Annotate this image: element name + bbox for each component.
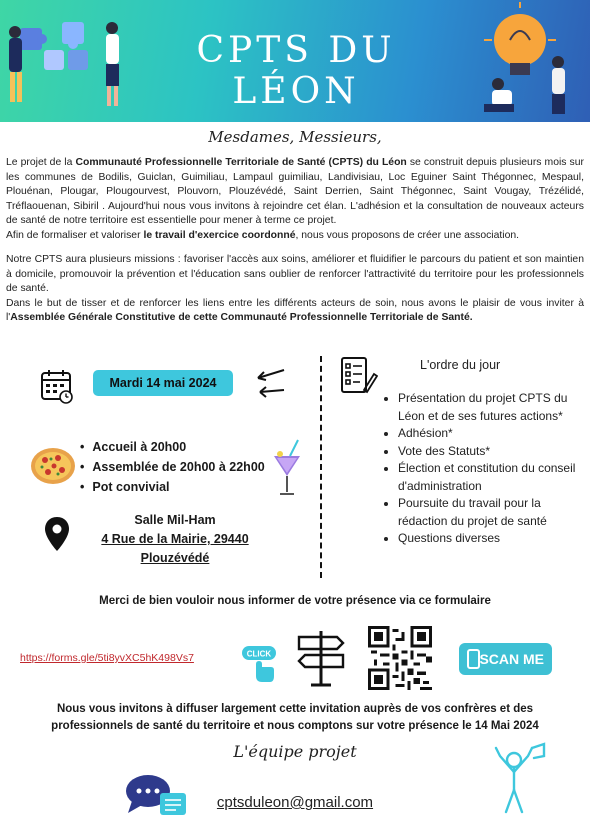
click-label: CLICK	[246, 649, 272, 659]
agenda-item: • Poursuite du travail pour la rédaction du projet de santé	[398, 495, 584, 530]
assembly-name: Assemblée Générale Constitutive de cette Communauté Professionnelle Territoriale de Santé.	[10, 312, 473, 323]
closing-text: Nous vous invitons à diffuser largement cette invitation auprès de vos confrères et des professionnels de santé du territoire et nous comptons sur votre présence le 14 Mai 2024	[51, 703, 539, 732]
pizza-icon	[30, 446, 76, 486]
form-link[interactable]: https://forms.gle/5ti8yvXC5hK498Vs7	[20, 652, 194, 664]
paragraph-invite: Dans le but de tisser et de renforcer les liens entre les différents acteurs de soin, nous avons le plaisir de vous inviter à l'Assemblée Générale Constitutive de cette Communauté Professionnelle Territoriale de Santé.	[6, 297, 584, 323]
venue-name: Salle Mil-Ham	[134, 513, 216, 527]
paragraph-association: Afin de formaliser et valoriser le travail d'exercice coordonné, nous vous proposons de créer une association.	[6, 229, 520, 241]
signature: L'équipe projet	[233, 742, 357, 761]
schedule-item: • Accueil à 20h00	[80, 437, 265, 457]
agenda-item: • Vote des Statuts*	[398, 443, 584, 461]
click-hand-icon[interactable]	[240, 644, 280, 686]
banner-title: CPTS DU LÉON	[196, 30, 396, 112]
agenda-item: • Élection et constitution du conseil d'administration	[398, 460, 584, 495]
agenda-item: • Adhésion*	[398, 425, 584, 443]
puzzle-team-illustration	[0, 0, 140, 122]
paragraph-missions: Notre CPTS aura plusieurs missions : favoriser l'accès aux soins, améliorer et fluidifier le parcours du patient et son maintien à domicile, promouvoir la prévention et l'éducation sans oublier de renforcer l'attractivité du territoire pour les professionnels de santé.	[6, 254, 584, 294]
salutation: Mesdames, Messieurs,	[208, 128, 382, 146]
event-date: Mardi 14 mai 2024	[93, 370, 233, 396]
qr-code[interactable]	[368, 626, 432, 690]
cpts-fullname: Communauté Professionnelle Territoriale de Santé (CPTS) du Léon	[75, 157, 407, 168]
lightbulb-team-illustration	[440, 0, 590, 122]
header-banner	[0, 0, 590, 122]
paragraph-gap	[6, 243, 584, 253]
phone-icon	[467, 649, 480, 669]
schedule-item: • Assemblée de 20h00 à 22h00	[80, 457, 265, 477]
scan-me-label: SCAN ME	[479, 651, 544, 667]
coordinated-work: le travail d'exercice coordonné	[143, 229, 296, 241]
venue-address[interactable]: 4 Rue de la Mairie, 29440	[101, 532, 249, 546]
agenda-list	[384, 390, 584, 548]
arrows-pointing-icon	[250, 364, 290, 400]
event-venue	[80, 511, 270, 568]
agenda-item: • Présentation du projet CPTS du Léon et de ses futures actions*	[398, 390, 584, 425]
schedule-item: • Pot convivial	[80, 477, 265, 497]
scan-me-button[interactable]	[459, 643, 552, 675]
raised-arms-person-icon	[490, 742, 548, 816]
contact-email[interactable]: cptsduleon@gmail.com	[216, 794, 374, 811]
calendar-icon	[40, 368, 74, 404]
location-pin-icon	[44, 516, 70, 552]
signpost-icon	[293, 627, 349, 687]
rsvp-text: Merci de bien vouloir nous informer de votre présence via ce formulaire	[99, 595, 491, 607]
paragraph-intro: Le projet de la Communauté Professionnelle Territoriale de Santé (CPTS) du Léon se construit depuis plusieurs mois sur les communes de Bodilis, Guiclan, Guimiliau, Lampaul guimiliau, Landivisiau, Loc Eguiner Saint Thégonnec, Mespaul, Plouénan, Plougar, Plougourvest, Plouvorn, Plouzévédé, Saint Derrien, Saint Thégonnec, Saint Vougay, Trézélidé, Tréflaouenan, Sibiril . Aujourd'hui nous vous invitons à rejoindre cet élan. L'adhésion et la consultation de nouveaux acteurs de santé de notre territoire est essentielle pour mener à terme ce projet.	[6, 157, 584, 226]
checklist-icon	[340, 356, 378, 396]
cocktail-icon	[272, 436, 302, 500]
agenda-title: L'ordre du jour	[420, 358, 501, 372]
invitation-body	[6, 156, 584, 326]
agenda-item: • Questions diverses	[398, 530, 584, 548]
event-schedule	[80, 437, 265, 497]
column-divider	[320, 356, 322, 578]
venue-city[interactable]: Plouzévédé	[140, 551, 210, 565]
